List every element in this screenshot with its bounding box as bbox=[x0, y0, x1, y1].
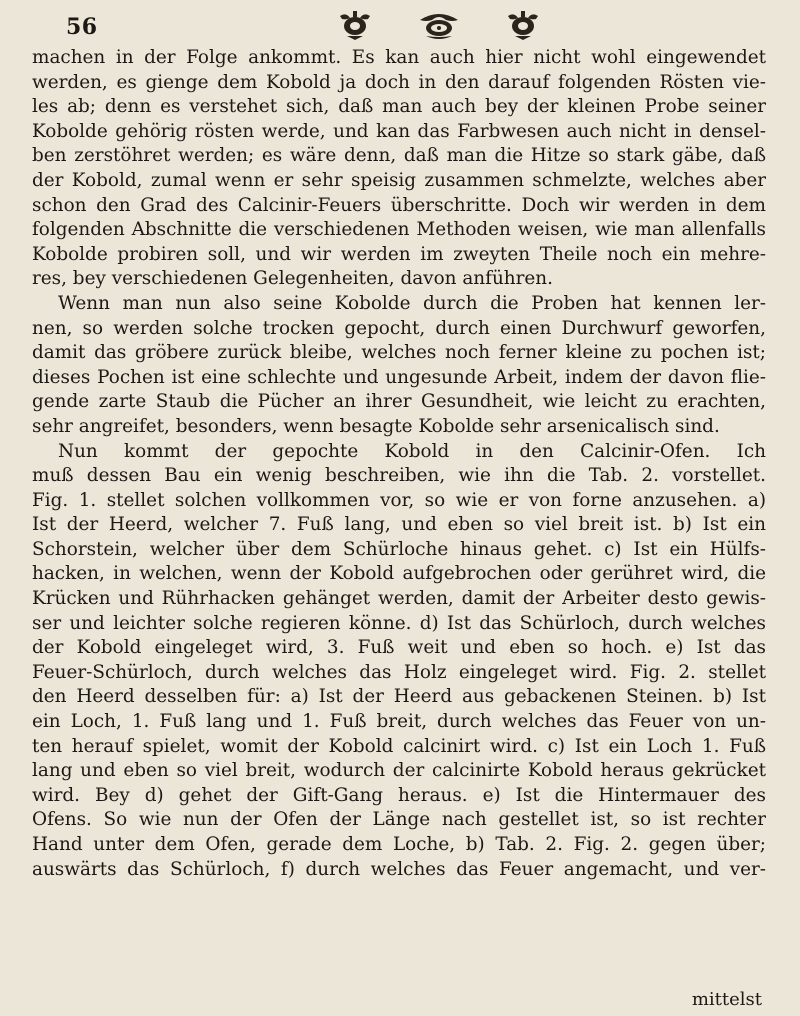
body-text bbox=[32, 46, 766, 882]
text-line: Kobolde probiren soll, und wir werden im zweyten Theile noch ein mehre- bbox=[32, 243, 766, 265]
text-line: folgenden Abschnitte die verschiedenen Methoden weisen, wie man allenfalls bbox=[32, 219, 766, 241]
text-line: Ist der Heerd, welcher 7. Fuß lang, und eben so viel breit ist. b) Ist ein bbox=[32, 514, 766, 536]
text-line: machen in der Folge ankommt. Es kan auch hier nicht wohl eingewendet bbox=[32, 47, 766, 68]
text-line: Kobolde gehörig rösten werde, und kan das Farbwesen auch nicht in densel- bbox=[32, 120, 766, 142]
text-line: nen, so werden solche trocken gepocht, durch einen Durchwurf geworfen, bbox=[32, 317, 766, 339]
text-line: ben zerstöhret werden; es wäre denn, daß man die Hitze so stark gäbe, daß bbox=[32, 145, 766, 167]
catchword: mittelst bbox=[691, 989, 762, 1010]
text-line: werden, es gienge dem Kobold ja doch in den darauf folgenden Rösten vie- bbox=[32, 71, 766, 93]
ornament-center-icon bbox=[416, 10, 462, 40]
text-line: dieses Pochen ist eine schlechte und ungesunde Arbeit, indem der davon flie- bbox=[32, 366, 766, 388]
text-line: Krücken und Rührhacken gehänget werden, damit der Arbeiter desto gewis- bbox=[32, 588, 766, 610]
text-line: Feuer-Schürloch, durch welches das Holz eingeleget wird. Fig. 2. stellet bbox=[32, 661, 766, 683]
text-line: les ab; denn es verstehet sich, daß man auch bey der kleinen Probe seiner bbox=[32, 96, 766, 118]
text-line: lang und eben so viel breit, wodurch der calcinirte Kobold heraus gekrücket bbox=[32, 760, 766, 782]
text-line: res, bey verschiedenen Gelegenheiten, davon anführen. bbox=[32, 268, 553, 290]
text-line: schon den Grad des Calcinir-Feuers überschritte. Doch wir werden in dem bbox=[32, 194, 766, 216]
text-line: Schorstein, welcher über dem Schürloche hinaus gehet. c) Ist ein Hülfs- bbox=[32, 538, 766, 560]
text-line: ein Loch, 1. Fuß lang und 1. Fuß breit, durch welches das Feuer von un- bbox=[32, 711, 766, 733]
text-line: Hand unter dem Ofen, gerade dem Loche, b) Tab. 2. Fig. 2. gegen über; bbox=[32, 834, 766, 855]
text-line: auswärts das Schürloch, f) durch welches das Feuer angemacht, und ver- bbox=[32, 858, 766, 880]
text-line: der Kobold, zumal wenn er sehr speisig zusammen schmelzte, welches aber bbox=[32, 169, 766, 191]
text-line: ten herauf spielet, womit der Kobold calcinirt wird. c) Ist ein Loch 1. Fuß bbox=[32, 735, 766, 757]
text-line: hacken, in welchen, wenn der Kobold aufgebrochen oder gerühret wird, die bbox=[32, 563, 766, 585]
text-line: ser und leichter solche regieren könne. d) Ist das Schürloch, durch welches bbox=[32, 612, 766, 634]
text-line: Wenn man nun also seine Kobolde durch die Proben hat kennen ler- bbox=[58, 292, 766, 314]
text-line: der Kobold eingeleget wird, 3. Fuß weit und eben so hoch. e) Ist das bbox=[32, 637, 766, 659]
page-header bbox=[32, 10, 766, 46]
text-line: muß dessen Bau ein wenig beschreiben, wie ihn die Tab. 2. vorstellet. bbox=[32, 465, 766, 487]
text-line: sehr angreifet, besonders, wenn besagte Kobolde sehr arsenicalisch sind. bbox=[32, 415, 720, 437]
page-number: 56 bbox=[66, 14, 98, 40]
text-line: den Heerd desselben für: a) Ist der Heerd aus gebackenen Steinen. b) Ist bbox=[32, 686, 766, 708]
ornament-right-icon bbox=[500, 10, 546, 40]
header-ornaments bbox=[332, 10, 546, 40]
text-line: gende zarte Staub die Pücher an ihrer Gesundheit, wie leicht zu erachten, bbox=[32, 391, 766, 413]
text-line: Nun kommt der gepochte Kobold in den Calcinir-Ofen. Ich bbox=[58, 440, 766, 462]
ornament-left-icon bbox=[332, 10, 378, 40]
text-line: wird. Bey d) gehet der Gift-Gang heraus. e) Ist die Hintermauer des bbox=[32, 784, 766, 806]
text-line: Fig. 1. stellet solchen vollkommen vor, so wie er von forne anzusehen. a) bbox=[32, 489, 766, 511]
text-line: damit das gröbere zurück bleibe, welches noch ferner kleine zu pochen ist; bbox=[32, 342, 766, 364]
text-line: Ofens. So wie nun der Ofen der Länge nach gestellet ist, so ist rechter bbox=[32, 809, 766, 831]
